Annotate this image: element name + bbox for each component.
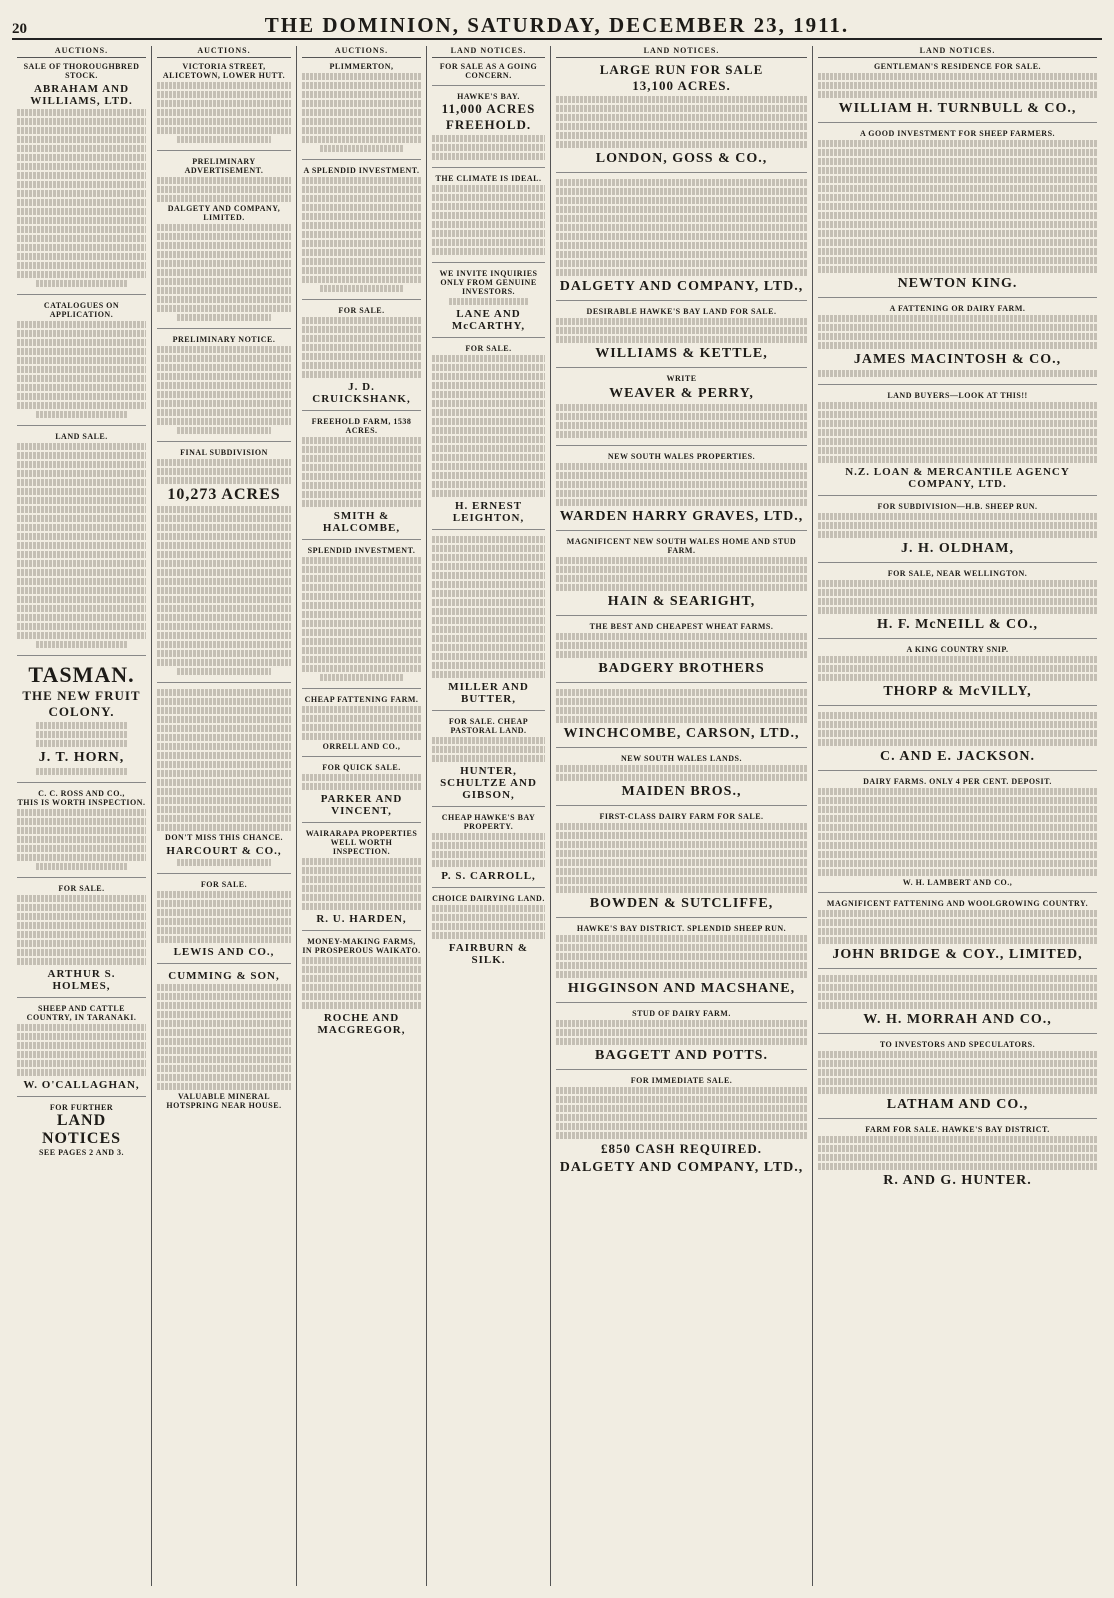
ad-agent: LANE AND McCARTHY, <box>451 308 526 332</box>
ad-agent: W. H. LAMBERT AND CO., <box>902 878 1013 887</box>
ad-heading: FOR SALE. <box>465 344 512 353</box>
ad-heading: FOR QUICK SALE. <box>322 763 401 772</box>
ad-agent: R. AND G. HUNTER. <box>883 1173 1032 1188</box>
newspaper-title: THE DOMINION, SATURDAY, DECEMBER 23, 1911. <box>264 13 850 37</box>
ad-agent: BADGERY BROTHERS <box>598 661 765 676</box>
column-header: LAND NOTICES. <box>432 46 545 58</box>
ad-cruickshank <box>302 306 421 411</box>
ad-heading: TASMAN. <box>28 662 135 687</box>
ad-lewis <box>157 880 291 964</box>
ad-heading: FOR SALE. CHEAP PASTORAL LAND. <box>448 717 529 735</box>
ad-agent: SMITH & HALCOMBE, <box>322 510 401 534</box>
masthead <box>12 8 1102 40</box>
column-3 <box>297 46 427 1586</box>
ad-heading: FOR SALE. <box>58 884 105 893</box>
ad-heading: A FATTENING OR DAIRY FARM. <box>889 304 1026 313</box>
ad-heading: FIRST-CLASS DAIRY FARM FOR SALE. <box>599 812 764 821</box>
ad-wairarapa <box>302 829 421 931</box>
ad-freehold-farm <box>302 417 421 540</box>
ad-heading: PLIMMERTON, <box>329 62 394 71</box>
ad-agent: THIS IS WORTH INSPECTION. <box>17 798 146 807</box>
ad-subheading: LAND NOTICES <box>41 1112 122 1147</box>
ad-fattening-dairy <box>818 304 1097 385</box>
ad-pastoral-land <box>432 717 545 807</box>
ad-preliminary-advertisement <box>157 157 291 329</box>
ad-ross <box>17 789 146 878</box>
ad-dalgety-1 <box>556 179 807 301</box>
ad-desirable-hawkes-bay <box>556 307 807 368</box>
ad-heading: CHEAP HAWKE'S BAY PROPERTY. <box>441 813 536 831</box>
ad-leighton <box>432 344 545 530</box>
ad-good-investment <box>818 129 1097 298</box>
ad-heading: FOR SUBDIVISION—H.B. SHEEP RUN. <box>877 502 1038 511</box>
ad-weaver-perry <box>556 374 807 446</box>
ad-further-notices <box>17 1103 146 1162</box>
ad-agent: DALGETY AND COMPANY, LTD., <box>559 1160 804 1175</box>
ad-agent: WARDEN HARRY GRAVES, LTD., <box>559 509 804 524</box>
ad-agent: PARKER AND VINCENT, <box>320 793 403 817</box>
ad-heading: CHEAP FATTENING FARM. <box>304 695 419 704</box>
ad-heading: SALE OF THOROUGHBRED STOCK. <box>23 62 140 80</box>
ad-heading: SPLENDID INVESTMENT. <box>307 546 416 555</box>
ad-heading: A KING COUNTRY SNIP. <box>906 645 1009 654</box>
ad-splendid-investment-2 <box>302 546 421 689</box>
ad-agent: HUNTER, SCHULTZE AND GIBSON, <box>440 765 537 801</box>
ad-heading: THE CLIMATE IS IDEAL. <box>435 174 542 183</box>
ad-agent: JAMES MACINTOSH & CO., <box>853 352 1062 367</box>
ad-subheading: 13,100 ACRES. <box>632 78 731 93</box>
ad-agent: NEWTON KING. <box>897 276 1018 291</box>
ad-heading: A SPLENDID INVESTMENT. <box>303 166 420 175</box>
column-2 <box>152 46 297 1586</box>
ad-alicetown <box>157 62 291 151</box>
ad-gentleman-residence <box>818 62 1097 123</box>
column-header: AUCTIONS. <box>302 46 421 58</box>
ad-subheading: THE NEW FRUIT COLONY. <box>22 688 141 719</box>
ad-agent: LONDON, GOSS & CO., <box>595 151 768 166</box>
ad-agent: HAIN & SEARIGHT, <box>607 594 756 609</box>
ad-harcourt <box>157 689 291 874</box>
ad-splendid-investment <box>302 166 421 300</box>
ad-agent: WILLIAMS & KETTLE, <box>595 346 768 361</box>
ad-going-concern <box>432 62 545 86</box>
ad-nsw-lands <box>556 754 807 806</box>
ad-climate <box>432 174 545 263</box>
ad-carroll <box>432 813 545 888</box>
ad-agent: P. S. CARROLL, <box>441 870 536 882</box>
ad-heading: FOR SALE. <box>338 306 385 315</box>
ad-hb-sheep-run <box>818 502 1097 563</box>
ad-heading: DESIRABLE HAWKE'S BAY LAND FOR SALE. <box>586 307 777 316</box>
ad-immediate-sale <box>556 1076 807 1181</box>
ad-heading: FOR SALE AS A GOING CONCERN. <box>439 62 538 80</box>
ad-heading: LAND SALE. <box>55 432 108 441</box>
ad-agent: DALGETY AND COMPANY, LIMITED. <box>167 204 281 222</box>
ad-final-subdivision <box>157 448 291 683</box>
ad-money-making <box>302 937 421 1041</box>
ad-agent: ARTHUR S. HOLMES, <box>47 968 116 992</box>
ad-catalogues <box>17 301 146 426</box>
ad-heading: WE INVITE INQUIRIES ONLY FROM GENUINE INVESTORS. <box>439 269 538 296</box>
ad-agent: J. H. OLDHAM, <box>901 541 1014 556</box>
ad-heading: PRELIMINARY NOTICE. <box>172 335 276 344</box>
ad-heading: HAWKE'S BAY. <box>457 92 520 101</box>
ad-heading: PRELIMINARY ADVERTISEMENT. <box>184 157 264 175</box>
ad-agent: FAIRBURN & SILK. <box>448 942 529 966</box>
ad-agent: N.Z. LOAN & MERCANTILE AGENCY COMPANY, LTD. <box>845 466 1070 490</box>
ad-agent: WILLIAM H. TURNBULL & CO., <box>838 101 1077 116</box>
ad-agent: LEWIS AND CO., <box>173 946 275 958</box>
column-4 <box>427 46 551 1586</box>
ad-heading: FINAL SUBDIVISION <box>180 448 268 457</box>
ad-agent: ORRELL AND CO., <box>322 742 401 751</box>
ad-agent: ROCHE AND MACGREGOR, <box>317 1012 406 1036</box>
column-1 <box>12 46 152 1586</box>
ad-heading: NEW SOUTH WALES PROPERTIES. <box>607 452 756 461</box>
ad-agent: H. ERNEST LEIGHTON, <box>452 500 525 524</box>
column-header: AUCTIONS. <box>17 46 146 58</box>
ad-agent: J. T. HORN, <box>38 750 125 765</box>
ad-agent: W. O'CALLAGHAN, <box>23 1079 140 1091</box>
column-header: LAND NOTICES. <box>818 46 1097 58</box>
ad-agent: R. U. HARDEN, <box>316 913 407 925</box>
ad-near-wellington <box>818 569 1097 639</box>
ad-heading: FOR FURTHER <box>49 1103 114 1112</box>
ad-jackson <box>818 712 1097 771</box>
ad-miller-butter <box>432 536 545 711</box>
ad-heading: FARM FOR SALE. HAWKE'S BAY DISTRICT. <box>865 1125 1050 1134</box>
ad-king-country <box>818 645 1097 706</box>
ad-heading: NEW SOUTH WALES LANDS. <box>621 754 742 763</box>
ad-heading: HAWKE'S BAY DISTRICT. SPLENDID SHEEP RUN. <box>576 924 787 933</box>
ad-heading: VICTORIA STREET, ALICETOWN, LOWER HUTT. <box>162 62 286 80</box>
ad-subheading: 11,000 ACRES FREEHOLD. <box>441 101 536 132</box>
ad-holmes <box>17 884 146 998</box>
columns <box>12 46 1102 1586</box>
ad-heading: CHOICE DAIRYING LAND. <box>432 894 545 903</box>
column-6 <box>813 46 1102 1586</box>
ad-heading: FREEHOLD FARM, 1538 ACRES. <box>311 417 412 435</box>
ad-stud-dairy <box>556 1009 807 1070</box>
ad-agent: MILLER AND BUTTER, <box>448 681 529 705</box>
ad-agent: THORP & McVILLY, <box>883 684 1032 699</box>
ad-heading: C. C. ROSS AND CO., <box>38 789 125 798</box>
ad-agent: C. AND E. JACKSON. <box>880 749 1035 764</box>
ad-land-sale <box>17 432 146 656</box>
ad-agent: MAIDEN BROS., <box>621 784 742 799</box>
ad-heading: CUMMING & SON, <box>168 970 280 982</box>
ad-subheading: £850 CASH REQUIRED. <box>601 1141 762 1156</box>
ad-heading: FOR SALE. <box>200 880 248 889</box>
ad-agent: H. F. McNEILL & CO., <box>876 617 1039 632</box>
ad-choice-dairying <box>432 894 545 971</box>
ad-agent: BAGGETT AND POTTS. <box>595 1048 768 1063</box>
ad-heading: LARGE RUN FOR SALE <box>599 62 764 77</box>
ad-agent: LATHAM AND CO., <box>886 1097 1029 1112</box>
ad-nsw-stud-farm <box>556 537 807 616</box>
ad-cumming <box>157 970 291 1115</box>
ad-lane-mccarthy <box>432 269 545 338</box>
ad-agent: J. D. CRUICKSHANK, <box>312 381 411 405</box>
ad-heading: GENTLEMAN'S RESIDENCE FOR SALE. <box>873 62 1042 71</box>
ad-heading: TO INVESTORS AND SPECULATORS. <box>879 1040 1036 1049</box>
column-5 <box>551 46 813 1586</box>
page-number: 20 <box>12 21 27 37</box>
ad-quick-sale <box>302 763 421 823</box>
ad-large-run <box>556 62 807 173</box>
ad-heading: WAIRARAPA PROPERTIES WELL WORTH INSPECTION. <box>305 829 418 856</box>
ad-preliminary-notice <box>157 335 291 442</box>
ad-investors <box>818 1040 1097 1119</box>
ad-agent: JOHN BRIDGE & COY., LIMITED, <box>832 947 1083 962</box>
ad-agent: SEE PAGES 2 AND 3. <box>38 1148 125 1157</box>
ad-thoroughbred-stock <box>17 62 146 295</box>
column-header: AUCTIONS. <box>157 46 291 58</box>
ad-heading: MAGNIFICENT NEW SOUTH WALES HOME AND STUD FARM. <box>566 537 797 555</box>
ad-agent: WEAVER & PERRY, <box>609 386 754 401</box>
ad-heading: A GOOD INVESTMENT FOR SHEEP FARMERS. <box>859 129 1056 138</box>
ad-sheep-run <box>556 924 807 1003</box>
ad-heading: SHEEP AND CATTLE COUNTRY, IN TARANAKI. <box>26 1004 137 1022</box>
ad-hawkes-bay-11000 <box>432 92 545 168</box>
ad-agent: BOWDEN & SUTCLIFFE, <box>589 896 774 911</box>
ad-heading: DAIRY FARMS. ONLY 4 PER CENT. DEPOSIT. <box>863 777 1052 786</box>
ad-heading: WRITE <box>666 374 697 383</box>
ad-agent: ABRAHAM AND WILLIAMS, LTD. <box>30 83 133 107</box>
ad-wheat-farms <box>556 622 807 683</box>
ad-heading: MONEY-MAKING FARMS, IN PROSPEROUS WAIKATO. <box>302 937 421 955</box>
ad-heading: MAGNIFICENT FATTENING AND WOOLGROWING COUNTRY. <box>826 899 1089 908</box>
ad-agent: W. H. MORRAH AND CO., <box>863 1012 1052 1027</box>
ad-agent: HIGGINSON AND MACSHANE, <box>567 981 796 996</box>
ad-morrah <box>818 975 1097 1034</box>
ad-heading: CATALOGUES ON APPLICATION. <box>43 301 120 319</box>
ad-heading: THE BEST AND CHEAPEST WHEAT FARMS. <box>589 622 774 631</box>
ad-dairy-farm <box>556 812 807 918</box>
ad-plimmerton <box>302 62 421 160</box>
ad-heading: LAND BUYERS—LOOK AT THIS!! <box>887 391 1028 400</box>
ad-nsw-properties <box>556 452 807 531</box>
ad-heading: FOR SALE, NEAR WELLINGTON. <box>887 569 1028 578</box>
ad-heading: FOR IMMEDIATE SALE. <box>630 1076 733 1085</box>
ad-heading: DON'T MISS THIS CHANCE. <box>165 833 283 842</box>
ad-agent: WINCHCOMBE, CARSON, LTD., <box>563 726 800 741</box>
ad-farm-hb <box>818 1125 1097 1194</box>
ad-woolgrowing <box>818 899 1097 969</box>
ad-land-buyers <box>818 391 1097 496</box>
column-header: LAND NOTICES. <box>556 46 807 58</box>
ad-ocallaghan <box>17 1004 146 1097</box>
ad-agent: VALUABLE MINERAL HOTSPRING NEAR HOUSE. <box>166 1092 282 1110</box>
ad-agent: HARCOURT & CO., <box>166 845 282 857</box>
ad-winchcombe <box>556 689 807 748</box>
ad-dairy-deposit <box>818 777 1097 893</box>
ad-heading: STUD OF DAIRY FARM. <box>632 1009 731 1018</box>
ad-subheading: 10,273 ACRES <box>167 486 281 503</box>
ad-agent: DALGETY AND COMPANY, LTD., <box>559 279 804 294</box>
ad-cheap-fattening <box>302 695 421 757</box>
ad-tasman <box>17 662 146 783</box>
